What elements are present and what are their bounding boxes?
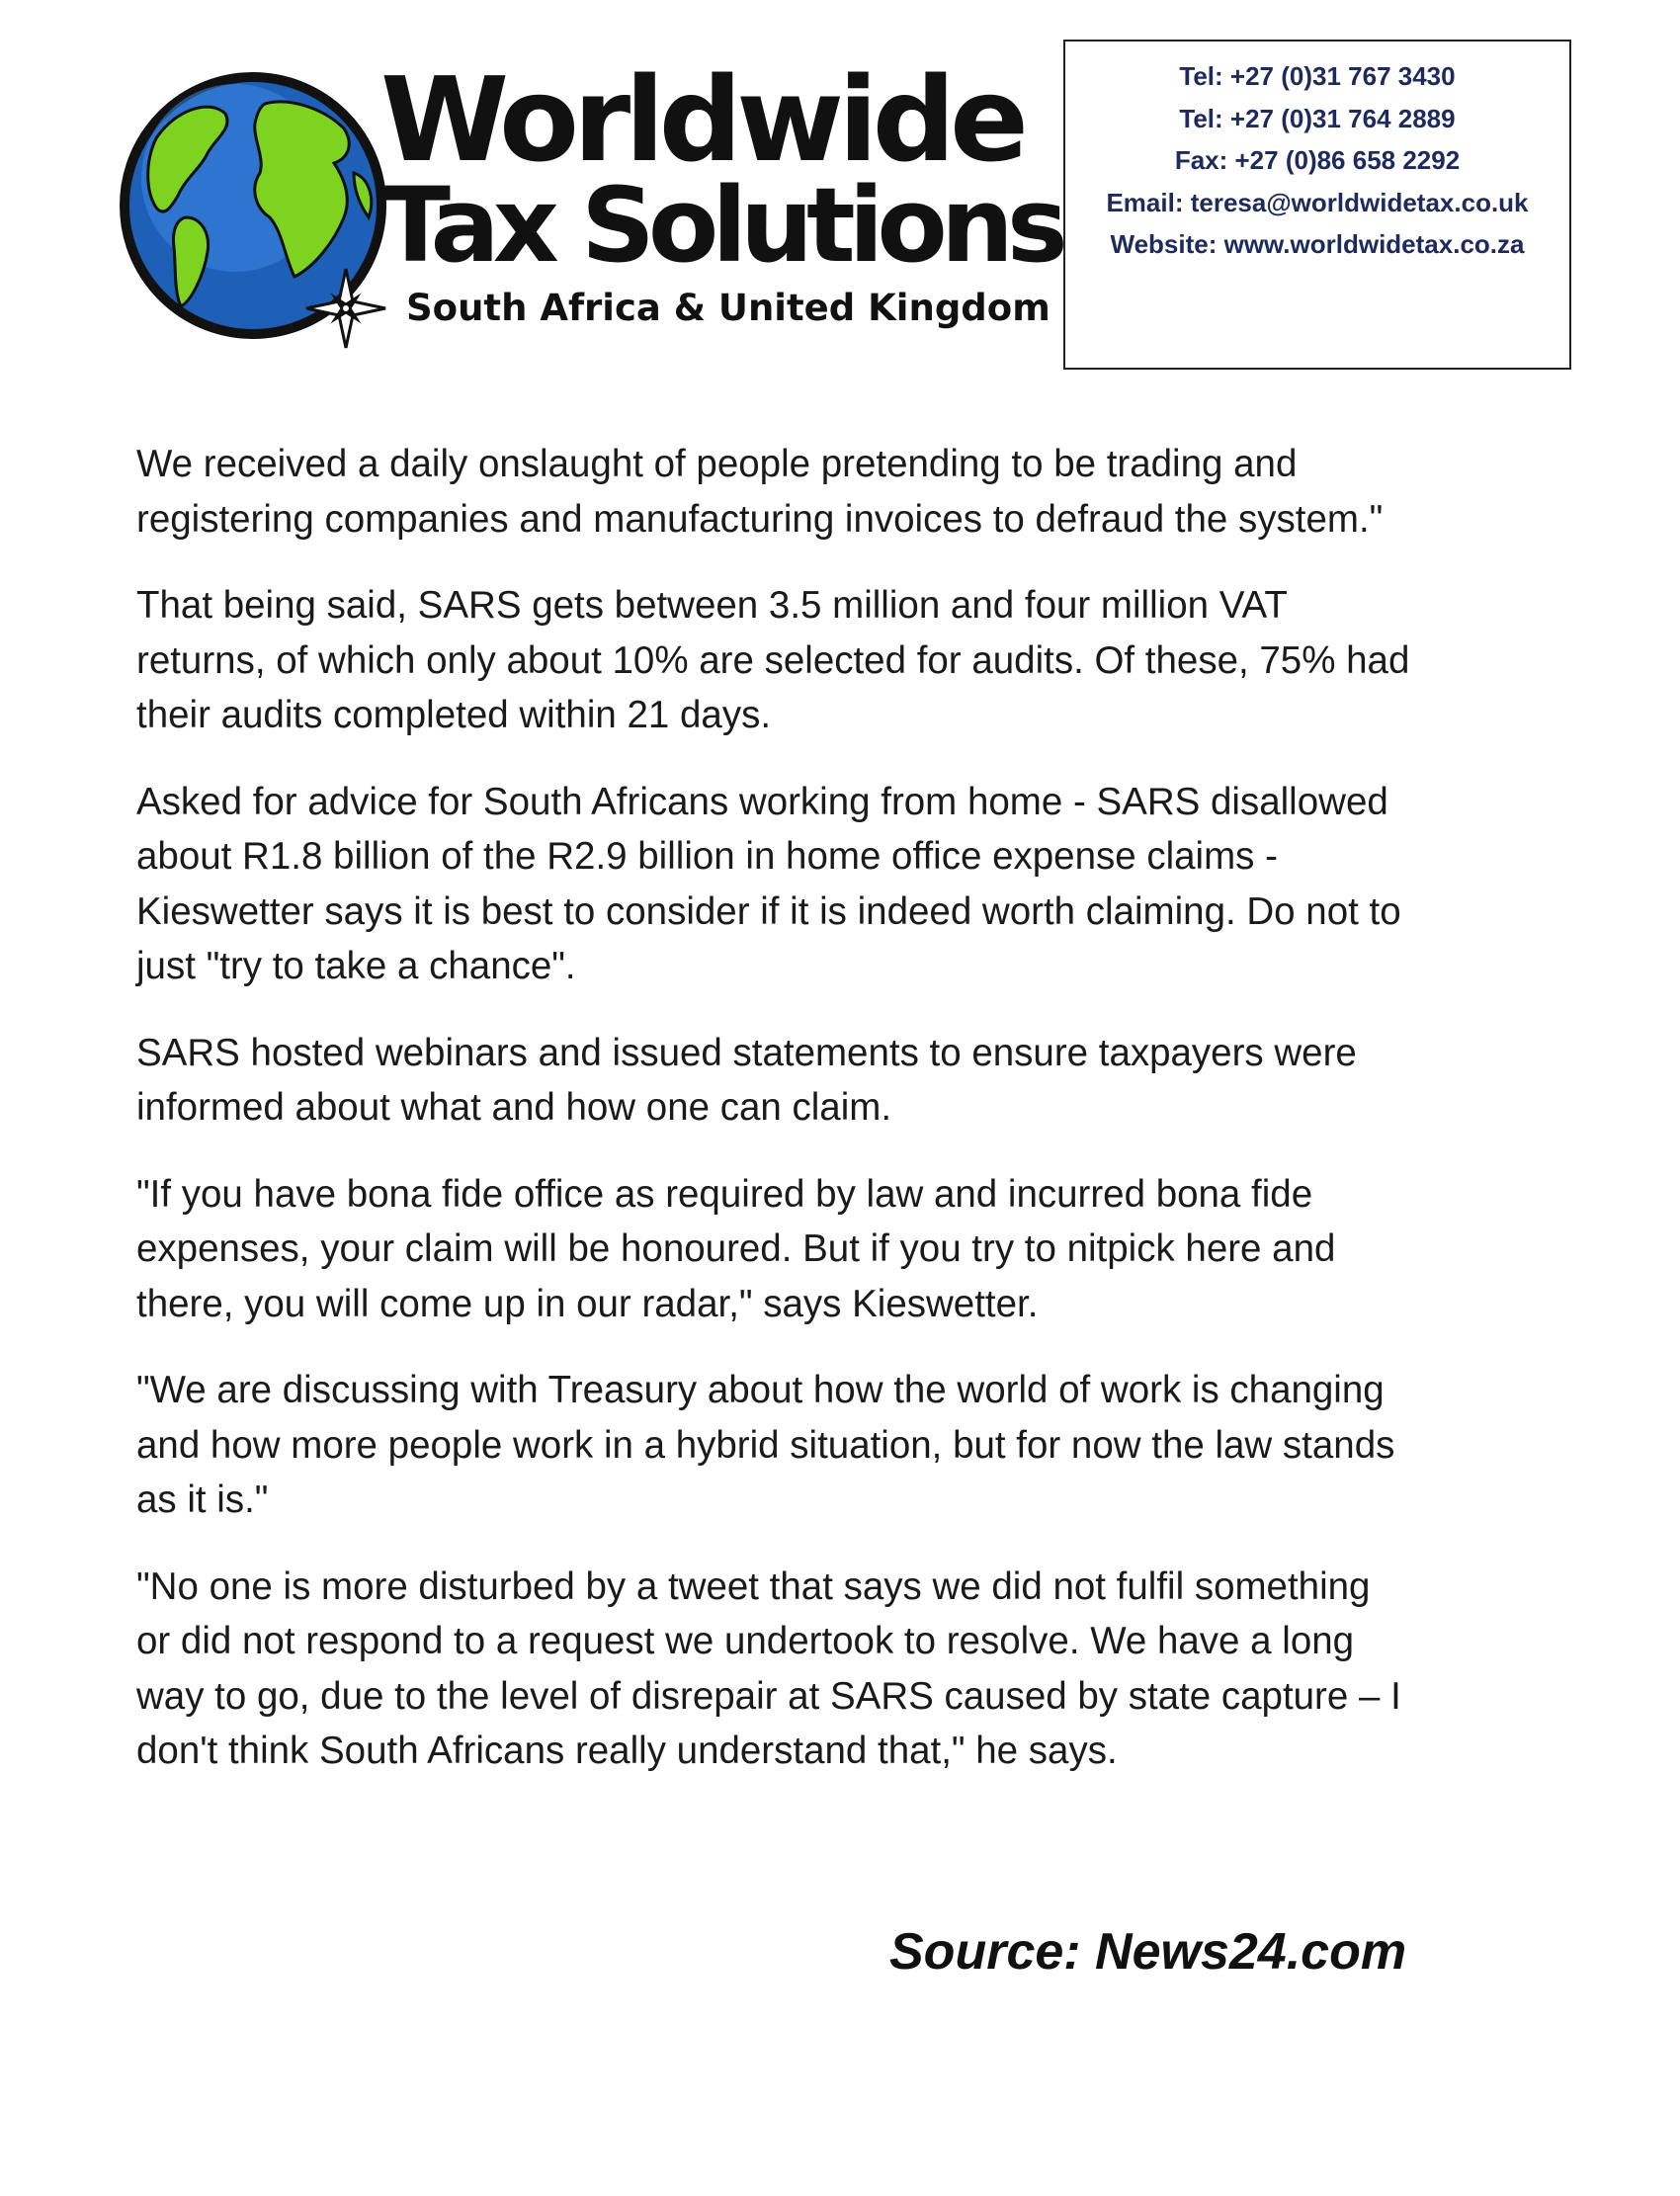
article-paragraph-2: That being said, SARS gets between 3.5 million and four million VAT returns, of which only about 10% are selected for audits. Of these, 75% had their audits completed within 21 days. bbox=[136, 584, 1410, 736]
globe-logo-icon bbox=[117, 69, 403, 356]
article-paragraph-3: Asked for advice for South Africans working from home - SARS disallowed about R1.8 billion of the R2.9 billion in home office expense claims - Kieswetter says it is best to consider if it is indeed worth claiming. Do not to just "try to take a chance". bbox=[136, 780, 1401, 987]
article-body bbox=[136, 437, 1411, 1811]
article-paragraph-4: SARS hosted webinars and issued statements to ensure taxpayers were informed about what and how one can claim. bbox=[136, 1031, 1357, 1129]
contact-fax: Fax: +27 (0)86 658 2292 bbox=[1174, 145, 1461, 175]
logo-wordmark bbox=[380, 51, 1061, 329]
article-paragraph-1: We received a daily onslaught of people pretending to be trading and registering companies and manufacturing invoices to defraud the system." bbox=[136, 443, 1384, 541]
logo-title-line1: Worldwide bbox=[380, 51, 1024, 188]
source-credit: Source: News24.com bbox=[889, 1923, 1407, 1981]
article-paragraph-5: "If you have bona fide office as required by law and incurred bona fide expenses, your claim will be honoured. But if you try to nitpick here and there, you will come up in our radar," says Kieswetter. bbox=[136, 1172, 1336, 1325]
logo-tagline: South Africa & United Kingdom bbox=[406, 287, 1050, 329]
contact-website[interactable]: Website: www.worldwidetax.co.za bbox=[1110, 229, 1525, 259]
contact-email[interactable]: Email: teresa@worldwidetax.co.uk bbox=[1106, 187, 1529, 217]
contact-box bbox=[1063, 40, 1571, 370]
article-paragraph-7: "No one is more disturbed by a tweet that says we did not fulfil something or did not respond to a request we undertook to resolve. We have a long way to go, due to the level of disrepair at SARS caused by state capture – I don't think South Africans really understand that," he says. bbox=[136, 1564, 1401, 1772]
contact-tel-2: Tel: +27 (0)31 764 2889 bbox=[1179, 103, 1456, 133]
contact-tel-1: Tel: +27 (0)31 767 3430 bbox=[1179, 61, 1456, 91]
page-header bbox=[0, 0, 1680, 395]
article-paragraph-6: "We are discussing with Treasury about how the world of work is changing and how more people work in a hybrid situation, but for now the law stands as it is." bbox=[136, 1369, 1395, 1521]
logo-title-line2: Tax Solutions bbox=[380, 165, 1061, 286]
